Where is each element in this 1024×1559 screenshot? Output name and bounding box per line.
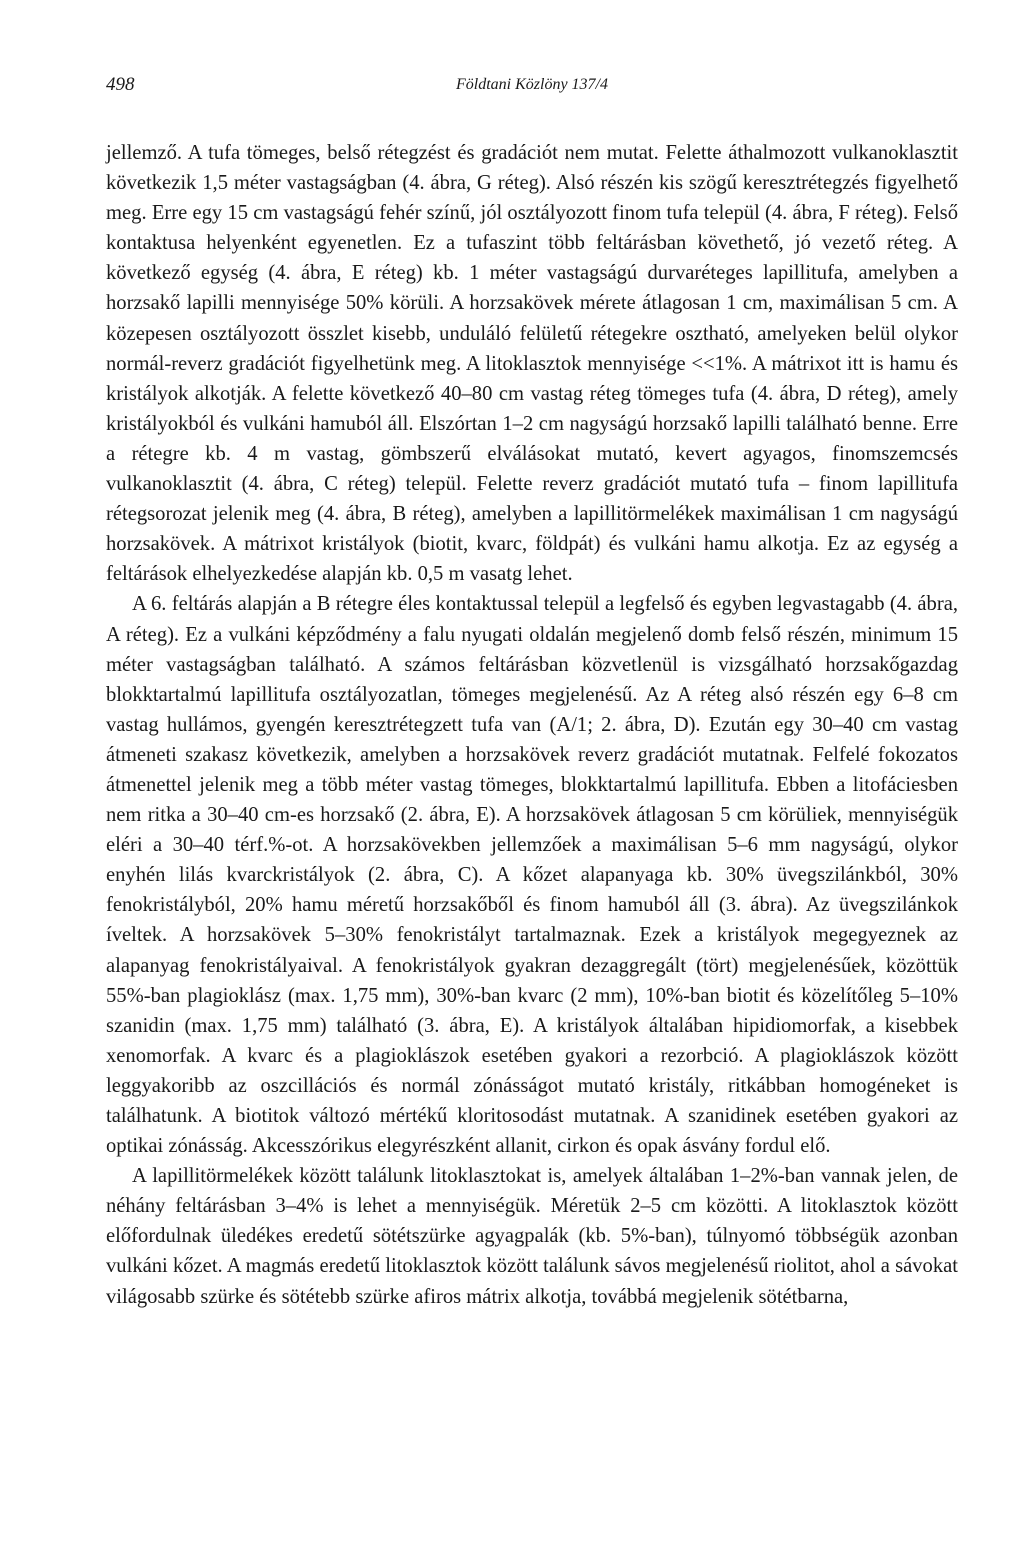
paragraph-continued: jellemző. A tufa tömeges, belső rétegzést és gradációt nem mutat. Felette áthalmozott vulkanoklasztit következik 1,5 méter vastagságban (4. ábra, G réteg). Alsó részén kis szögű keresztrétegzés figyelhető meg. Erre egy 15 cm vastagságú fehér színű, jól osztályozott finom tufa települ (4. ábra, F réteg). Felső kontaktusa helyenként egyenetlen. Ez a tufaszint több feltárásban követhető, jó vezető réteg. A következő egység (4. ábra, E réteg) kb. 1 méter vastagságú durvaréteges lapillitufa, amelyben a horzsakő lapilli mennyisége 50% körüli. A horzsakövek mérete átlagosan 1 cm, maximálisan 5 cm. A közepesen osztályozott összlet kisebb, unduláló felületű rétegekre osztható, amelyeken belül olykor normál-reverz gradációt figyelhetünk meg. A litoklasztok mennyisége <<1%. A mátrixot itt is hamu és kristályok alkotják. A felette következő 40–80 cm vastag réteg tömeges tufa (4. ábra, D réteg), amely kristályokból és vulkáni hamuból áll. Elszórtan 1–2 cm nagyságú horzsakő lapilli található benne. Erre a rétegre kb. 4 m vastag, gömbszerű elválásokat mutató, kevert agyagos, finomszemcsés vulkanoklasztit (4. ábra, C réteg) települ. Felette reverz gradációt mutató tufa – finom lapillitufa rétegsorozat jelenik meg (4. ábra, B réteg), amelyben a lapillitörmelékek maximálisan 1 cm nagyságú horzsakövek. A mátrixot kristályok (biotit, kvarc, földpát) és vulkáni hamu alkotja. Ez az egység a feltárások elhelyezkedése alapján kb. 0,5 m vasatg lehet. [106, 142, 958, 586]
paragraph: A lapillitörmelékek között találunk litoklasztokat is, amelyek általában 1–2%-ban vannak jelen, de néhány feltárásban 3–4% is lehet a mennyiségük. Méretük 2–5 cm közötti. A litoklasztok között előfordulnak üledékes eredetű sötétszürke agyagpalák (kb. 5%-ban), túlnyomó többségük azonban vulkáni kőzet. A magmás eredetű litoklasztok között találunk sávos megjelenésű riolitot, ahol a sávokat világosabb szürke és sötétebb szürke afiros mátrix alkotja, továbbá megjelenik sötétbarna, [106, 1165, 958, 1308]
paragraph: A 6. feltárás alapján a B rétegre éles kontaktussal települ a legfelső és egyben legvastagabb (4. ábra, A réteg). Ez a vulkáni képződmény a falu nyugati oldalán megjelenő domb felső részén, minimum 15 méter vastagságban található. A számos feltárásban közvetlenül is vizsgálható horzsakőgazdag blokktartalmú lapillitufa osztályozatlan, tömeges megjelenésű. Az A réteg alsó részén egy 6–8 cm vastag hullámos, gyengén keresztrétegzett tufa van (A/1; 2. ábra, D). Ezután egy 30–40 cm vastag átmeneti szakasz következik, amelyben a horzsakövek reverz gradációt mutatnak. Felfelé fokozatos átmenettel jelenik meg a több méter vastag tömeges, blokktartalmú lapillitufa. Ebben a litofáciesben nem ritka a 30–40 cm-es horzsakő (2. ábra, E). A horzsakövek átlagosan 5 cm körüliek, mennyiségük eléri a 30–40 térf.%-ot. A horzsakövekben jellemzőek a maximálisan 5–6 mm nagyságú, olykor enyhén lilás kvarckristályok (2. ábra, C). A kőzet alapanyaga kb. 30% üvegszilánkból, 30% fenokristályból, 20% hamu méretű horzsakőből és finom hamuból áll (3. ábra). Az üvegszilánkok íveltek. A horzsakövek 5–30% fenokristályt tartalmaznak. Ezek a kristályok megegyeznek az alapanyag fenokristályaival. A fenokristályok gyakran dezaggregált (tört) megjelenésűek, közöttük 55%-ban plagioklász (max. 1,75 mm), 30%-ban kvarc (2 mm), 10%-ban biotit és közelítőleg 5–10% szanidin (max. 1,75 mm) található (3. ábra, E). A kristályok általában hipidiomorfak, a kisebbek xenomorfak. A kvarc és a plagioklászok esetében gyakori a rezorbció. A plagioklászok között leggyakoribb az oszcillációs és normál zónásságot mutató kristály, ritkábban homogéneket is találhatunk. A biotitok változó mértékű kloritosodást mutatnak. A szanidinek esetében gyakori az optikai zónásság. Akcesszórikus elegyrészként allanit, cirkon és opak ásvány fordul elő. [106, 593, 958, 1158]
page-number: 498 [106, 74, 135, 95]
page-header [106, 74, 958, 104]
body-text [106, 138, 958, 1312]
journal-title: Földtani Közlöny 137/4 [456, 76, 608, 93]
